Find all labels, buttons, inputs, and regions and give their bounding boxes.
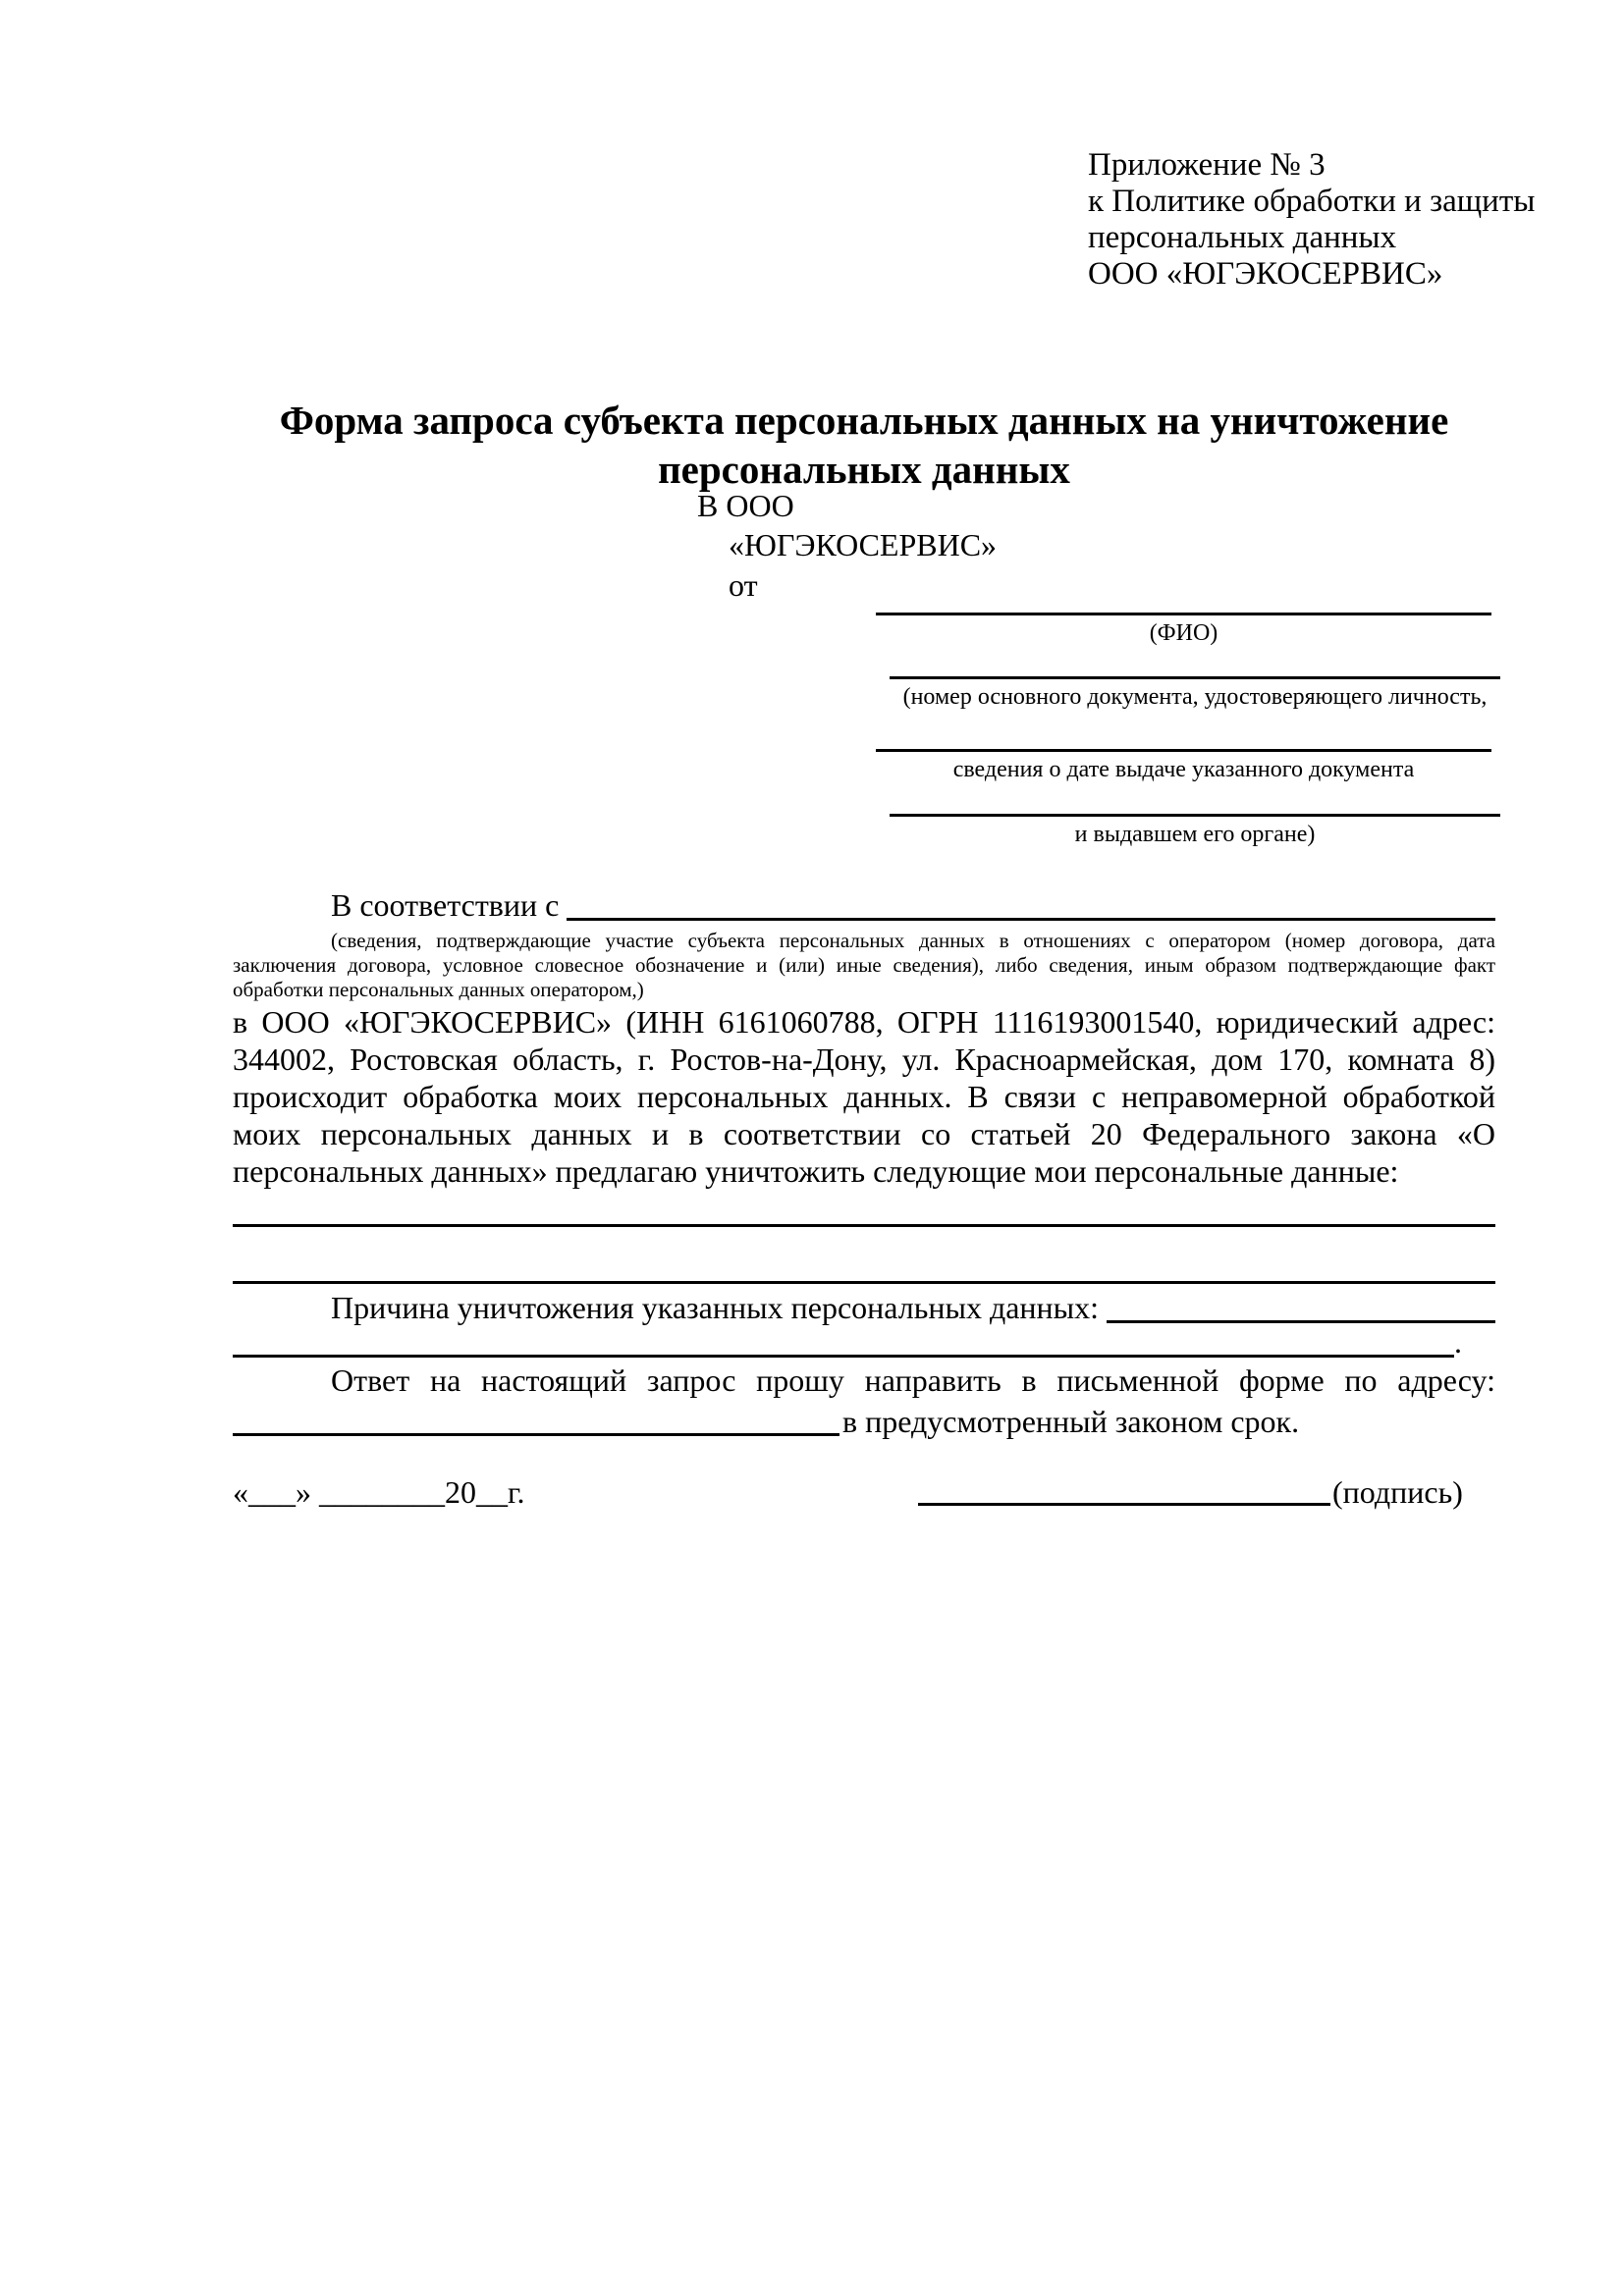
fine-print-line: обработки персональных данных оператором,) [233, 978, 644, 1001]
doc-date-caption: сведения о дате выдаче указанного документа [952, 757, 1415, 782]
annex-note [1088, 147, 1535, 293]
fine-print [233, 929, 1495, 1002]
recipient-from-label: от [729, 567, 758, 603]
signature-caption: (подпись) [1332, 1474, 1463, 1510]
document-title [233, 396, 1495, 494]
signature-blank-line [918, 1503, 1330, 1506]
reason-lead: Причина уничтожения указанных персональных данных: [331, 1290, 1108, 1325]
body-line: моих персональных данных и в соответствии со статьей 20 Федерального закона «О [233, 1116, 1495, 1151]
answer-term: в предусмотренный законом срок. [842, 1404, 1300, 1439]
doc-date-blank-line [876, 749, 1491, 752]
address-blank-line [233, 1433, 839, 1436]
data-blank-line [233, 1281, 1495, 1284]
fio-blank-line [876, 613, 1491, 615]
annex-note-line: Приложение № 3 [1088, 147, 1326, 183]
doc-number-blank-line [890, 676, 1500, 679]
document-title-line: персональных данных [658, 447, 1070, 492]
reason-continuation-row [233, 1323, 1462, 1361]
recipient-company: «ЮГЭКОСЕРВИС» [729, 527, 998, 562]
annex-note-line: ООО «ЮГЭКОСЕРВИС» [1088, 256, 1443, 292]
body-paragraph [233, 1003, 1495, 1190]
doc-authority-blank-line [890, 814, 1500, 817]
accordance-lead: В соответствии с [331, 887, 568, 923]
fio-caption: (ФИО) [1149, 620, 1218, 646]
line-terminator: . [1454, 1324, 1462, 1360]
fine-print-line: заключения договора, условное словесное обозначение и (или) иные сведения), либо сведения, иным образом подтверждающие факт [233, 953, 1495, 977]
data-blank-line [233, 1224, 1495, 1227]
document-title-line: Форма запроса субъекта персональных данных на уничтожение [279, 398, 1449, 443]
reason-row [331, 1289, 1495, 1326]
annex-note-line: персональных данных [1088, 220, 1397, 255]
date-placeholder: «___» ________20__г. [233, 1474, 525, 1510]
doc-number-caption: (номер основного документа, удостоверяющего личность, [902, 684, 1488, 710]
body-line: персональных данных» предлагаю уничтожить следующие мои персональные данные: [233, 1153, 1399, 1189]
fine-print-line: (сведения, подтверждающие участие субъекта персональных данных в отношениях с оператором (номер договора, дата [331, 929, 1495, 952]
body-line: в ООО «ЮГЭКОСЕРВИС» (ИНН 6161060788, ОГРН 1116193001540, юридический адрес: [233, 1004, 1495, 1040]
recipient-to: В ООО [697, 488, 794, 523]
doc-authority-caption: и выдавшем его органе) [1074, 822, 1316, 847]
body-line: происходит обработка моих персональных данных. В связи с неправомерной обработкой [233, 1079, 1495, 1114]
annex-note-line: к Политике обработки и защиты [1088, 184, 1536, 219]
reason-continuation-blank-line [233, 1355, 1454, 1358]
body-line: 344002, Ростовская область, г. Ростов-на-Дону, ул. Красноармейская, дом 170, комната 8) [233, 1041, 1495, 1077]
accordance-blank-line [567, 918, 1495, 921]
answer-line: Ответ на настоящий запрос прошу направить в письменной форме по адресу: [331, 1362, 1495, 1398]
accordance-row [331, 886, 1495, 924]
